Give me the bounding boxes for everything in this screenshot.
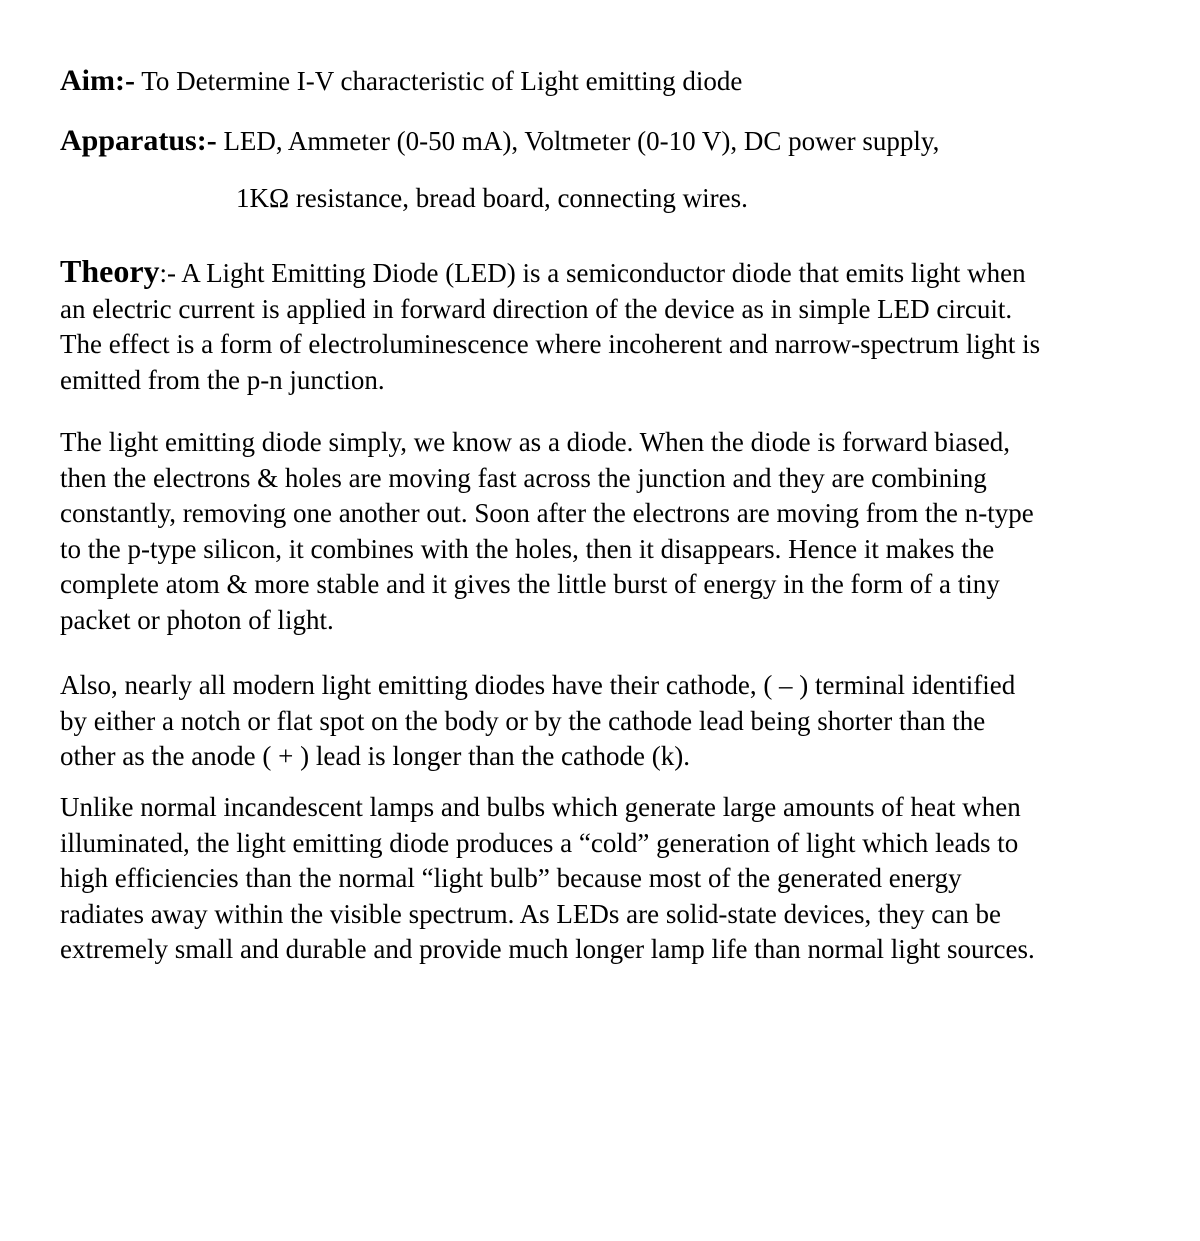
paragraph-efficiency (60, 790, 1180, 968)
paragraph-line: extremely small and durable and provide much longer lamp life than normal light sources. (60, 934, 1035, 964)
theory-paragraph (60, 254, 1180, 398)
aim-label: Aim:- (60, 64, 135, 97)
paragraph-line: illuminated, the light emitting diode produces a “cold” generation of light which leads to (60, 827, 1019, 858)
paragraph-line: by either a notch or flat spot on the body or by the cathode lead being shorter than the (60, 705, 986, 736)
aim-line (60, 64, 742, 98)
paragraph-line: to the p-type silicon, it combines with the holes, then it disappears. Hence it makes the (60, 533, 995, 564)
theory-line (60, 254, 1180, 292)
paragraph-forward-bias (60, 425, 1180, 638)
theory-line: an electric current is applied in forward direction of the device as in simple LED circuit. (60, 293, 1013, 324)
apparatus-text-2: 1KΩ resistance, bread board, connecting wires. (236, 183, 748, 213)
paragraph-line: other as the anode ( + ) lead is longer than the cathode (k). (60, 741, 690, 771)
paragraph-line: then the electrons & holes are moving fast across the junction and they are combining (60, 462, 987, 493)
theory-text: A Light Emitting Diode (LED) is a semiconductor diode that emits light when (176, 258, 1026, 288)
paragraph-line: packet or photon of light. (60, 604, 334, 635)
theory-line: emitted from the p-n junction. (60, 364, 385, 395)
paragraph-terminals (60, 668, 1180, 775)
theory-label-suffix: :- (159, 258, 177, 288)
paragraph-line: radiates away within the visible spectrum. As LEDs are solid-state devices, they can be (60, 898, 1001, 929)
theory-line: The effect is a form of electroluminescence where incoherent and narrow-spectrum light is (60, 329, 1041, 359)
aim-text: To Determine I-V characteristic of Light emitting diode (134, 66, 743, 96)
apparatus-line-2 (236, 181, 748, 215)
paragraph-line: complete atom & more stable and it gives the little burst of energy in the form of a tiny (60, 569, 1000, 599)
apparatus-text-1: LED, Ammeter (0-50 mA), Voltmeter (0-10 V), DC power supply, (216, 126, 940, 156)
paragraph-line: Also, nearly all modern light emitting diodes have their cathode, ( – ) terminal identified (60, 670, 1016, 700)
theory-label: Theory (60, 253, 160, 289)
apparatus-line-1 (60, 124, 939, 158)
paragraph-line: Unlike normal incandescent lamps and bulbs which generate large amounts of heat when (60, 792, 1021, 822)
paragraph-line: high efficiencies than the normal “light bulb” because most of the generated energy (60, 863, 962, 893)
paragraph-line: The light emitting diode simply, we know as a diode. When the diode is forward biased, (60, 427, 1011, 457)
apparatus-label: Apparatus:- (60, 124, 217, 157)
paragraph-line: constantly, removing one another out. Soon after the electrons are moving from the n-type (60, 498, 1034, 528)
